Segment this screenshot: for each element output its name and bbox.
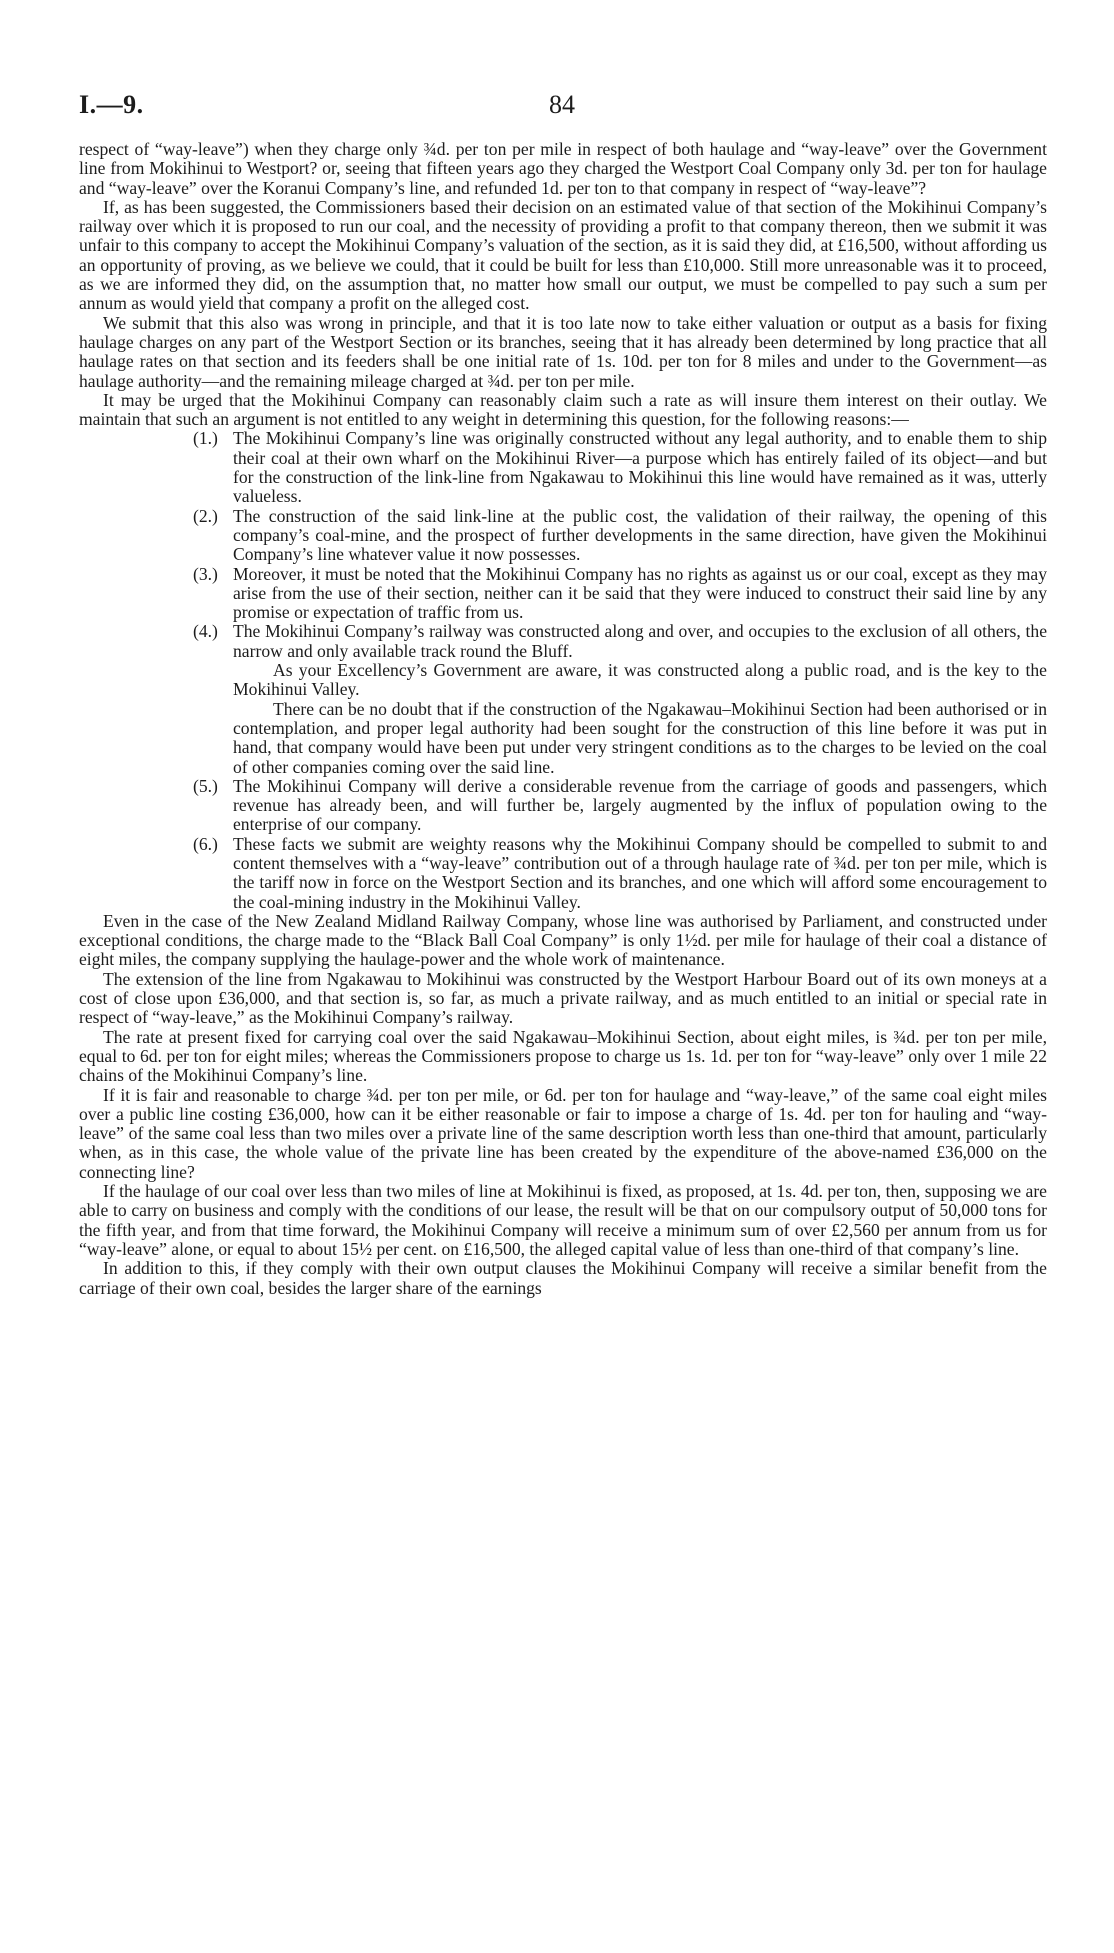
paragraph: We submit that this also was wrong in principle, and that it is too late now to take either valuation or output as a basis for fixing haulage charges on any part of the Westport Section or its branches, seeing that it has already been determined by long practice that all haulage rates on that section and its feeders shall be one initial rate of 1s. 10d. per ton for 8 miles and under to the Government—as haulage authority—and the remaining mileage charged at ¾d. per ton per mile. bbox=[79, 312, 1047, 391]
reason-item-6 bbox=[79, 835, 1047, 912]
document-body bbox=[79, 140, 1047, 1298]
paragraph: Even in the case of the New Zealand Midland Railway Company, whose line was authorised by Parliament, and constructed under exceptional conditions, the charge made to the “Black Ball Coal Company” is only 1½d. per mile for haulage of their coal a distance of eight miles, the company supplying the haulage-power and the whole work of maintenance. bbox=[79, 910, 1047, 970]
reason-number: (5.) bbox=[193, 775, 218, 796]
reason-number: (1.) bbox=[193, 428, 218, 449]
paragraph: If the haulage of our coal over less than two miles of line at Mokihinui is fixed, as proposed, at 1s. 4d. per ton, then, supposing we are able to carry on business and comply with the conditions of our lease, the result will be that on our compulsory output of 50,000 tons for the fifth year, and from that time forward, the Mokihinui Company will receive a minimum sum of over £2,560 per annum from us for “way-leave” alone, or equal to about 15½ per cent. on £16,500, the alleged capital value of less than one-third of that company’s line. bbox=[79, 1181, 1047, 1259]
paragraph: The extension of the line from Ngakawau to Mokihinui was constructed by the Westport Harbour Board out of its own moneys at a cost of close upon £36,000, and that section is, so far, as much a private railway, and as much entitled to an initial or special rate in respect of “way-leave,” as the Mokihinui Company’s railway. bbox=[79, 968, 1047, 1028]
reason-item-4 bbox=[79, 622, 1047, 661]
reason-subparagraph: As your Excellency’s Government are aware, it was constructed along a public road, and is the key to the Mokihinui Valley. bbox=[233, 660, 1047, 700]
paragraph: It may be urged that the Mokihinui Company can reasonably claim such a rate as will insure them interest on their outlay. We maintain that such an argument is not entitled to any weight in determining this question, for the following reasons:— bbox=[79, 389, 1047, 430]
reason-item-1 bbox=[79, 429, 1047, 506]
reason-number: (3.) bbox=[193, 563, 218, 584]
paragraph: respect of “way-leave”) when they charge only ¾d. per ton per mile in respect of both haulage and “way-leave” over the Government line from Mokihinui to Westport? or, seeing that fifteen years ago they charged the Westport Coal Company only 3d. per ton for haulage and “way-leave” over the Koranui Company’s line, and refunded 1d. per ton to that company in respect of “way-leave”? bbox=[79, 139, 1047, 198]
paragraph-continued: In addition to this, if they comply with their own output clauses the Mokihinui Company will receive a similar benefit from the carriage of their own coal, besides the larger share of the earnings bbox=[79, 1258, 1047, 1298]
reason-text: The Mokihinui Company’s line was originally constructed without any legal authority, and to enable them to ship their coal at their own wharf on the Mokihinui River—a purpose which has entirely failed of its object—and but for the construction of the link-line from Ngakawau to Mokihinui this line would have remained as it was, utterly valueless. bbox=[233, 428, 1047, 507]
reason-number: (2.) bbox=[193, 505, 218, 526]
paragraph: If, as has been suggested, the Commissioners based their decision on an estimated value of that section of the Mokihinui Company’s railway over which it is proposed to run our coal, and the necessity of providing a profit to that company thereon, then we submit it was unfair to this company to accept the Mokihinui Company’s valuation of the section, as it is said they did, at £16,500, without affording us an opportunity of proving, as we believe we could, that it could be built for less than £10,000. Still more unreasonable was it to proceed, as we are informed they did, on the assumption that, no matter how small our output, we must be compelled to pay such a sum per annum as would yield that company a profit on the alleged cost. bbox=[79, 196, 1047, 314]
paragraph: If it is fair and reasonable to charge ¾d. per ton per mile, or 6d. per ton for haulage and “way-leave,” of the same coal eight miles over a public line costing £36,000, how can it be either reasonable or fair to impose a charge of 1s. 4d. per ton for hauling and “way-leave” of the same coal less than two miles over a private line of the same description worth less than one-third that amount, particularly when, as in this case, the whole value of the private line has been created by the expenditure of the above-named £36,000 on the connecting line? bbox=[79, 1084, 1047, 1182]
reason-item-5 bbox=[79, 777, 1047, 835]
reason-number: (6.) bbox=[193, 833, 218, 854]
reason-number: (4.) bbox=[193, 621, 218, 642]
reason-item-3 bbox=[79, 565, 1047, 623]
reason-text: The Mokihinui Company’s railway was constructed along and over, and occupies to the exclusion of all others, the narrow and only available track round the Bluff. bbox=[233, 621, 1047, 661]
page-number: 84 bbox=[549, 90, 575, 119]
reason-subparagraph: There can be no doubt that if the construction of the Ngakawau–Mokihinui Section had been authorised or in contemplation, and proper legal authority had been sought for the construction of this line before it was put in hand, that company would have been put under very stringent conditions as to the charges to be levied on the coal of other companies coming over the said line. bbox=[233, 698, 1047, 777]
reason-text: The construction of the said link-line at the public cost, the validation of their railway, the opening of this company’s coal-mine, and the prospect of further developments in the same direction, have given the Mokihinui Company’s line whatever value it now possesses. bbox=[233, 505, 1047, 565]
reason-item-2 bbox=[79, 507, 1047, 565]
reason-text: Moreover, it must be noted that the Mokihinui Company has no rights as against us or our coal, except as they may arise from the use of their section, neither can it be said that they were induced to construct their said line by any promise or expectation of traffic from us. bbox=[233, 563, 1047, 623]
page-header bbox=[79, 90, 1039, 120]
reason-text: These facts we submit are weighty reasons why the Mokihinui Company should be compelled to submit to and content themselves with a “way-leave” contribution out of a through haulage rate of ¾d. per ton per mile, which is the tariff now in force on the Westport Section and its branches, and one which will afford some encouragement to the coal-mining industry in the Mokihinui Valley. bbox=[233, 833, 1047, 912]
reason-text: The Mokihinui Company will derive a considerable revenue from the carriage of goods and passengers, which revenue has already been, and will further be, largely augmented by the influx of population owing to the enterprise of our company. bbox=[233, 775, 1047, 835]
parliamentary-paper-series: I.—9. bbox=[79, 90, 144, 119]
paragraph: The rate at present fixed for carrying coal over the said Ngakawau–Mokihinui Section, about eight miles, is ¾d. per ton per mile, equal to 6d. per ton for eight miles; whereas the Commissioners propose to charge us 1s. 1d. per ton for “way-leave” only over 1 mile 22 chains of the Mokihinui Company’s line. bbox=[79, 1026, 1047, 1086]
